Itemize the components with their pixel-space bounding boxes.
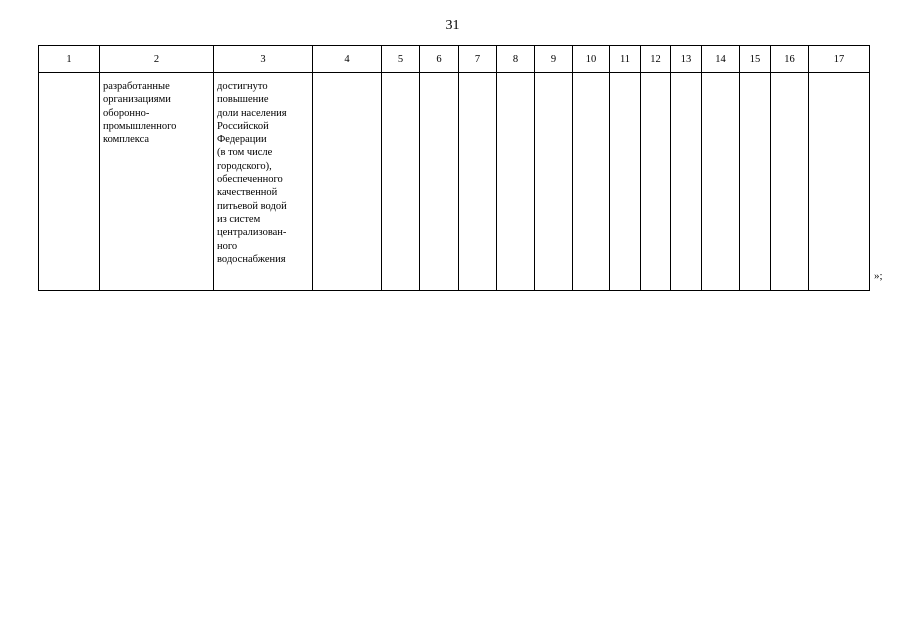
table-cell-col-13 [671,73,702,291]
cell-text [420,73,458,80]
column-header-11: 11 [610,46,641,73]
table-cell-col-9 [535,73,573,291]
cell-text [809,73,869,80]
table-cell-col-6 [420,73,459,291]
cell-text [610,73,640,80]
column-header-17: 17 [809,46,870,73]
table-cell-col-16 [771,73,809,291]
cell-text [740,73,770,80]
column-header-3: 3 [214,46,313,73]
table-cell-col-10 [573,73,610,291]
table-cell-col-11 [610,73,641,291]
column-header-16: 16 [771,46,809,73]
column-header-8: 8 [497,46,535,73]
table-cell-col-14 [702,73,740,291]
table-cell-col-8 [497,73,535,291]
page-number: 31 [445,18,460,33]
cell-text [39,73,99,80]
cell-text [313,73,381,80]
column-header-9: 9 [535,46,573,73]
data-table [38,45,870,291]
table-cell-col-12 [641,73,671,291]
table-cell-col-3 [214,73,313,291]
table-cell-col-15 [740,73,771,291]
column-header-10: 10 [573,46,610,73]
table-cell-col-4 [313,73,382,291]
column-header-14: 14 [702,46,740,73]
table-cell-col-5 [382,73,420,291]
cell-text [535,73,572,80]
cell-text: разработанные организациями оборонно- промышленного комплекса [103,81,177,146]
cell-text: достигнуто повышение доли населения Российской Федерации (в том числе городского), обеспеченного качественной питьевой водой из систем централизован- ного водоснабжения [217,81,287,265]
cell-text [382,73,419,80]
closing-quote-mark: »; [874,270,883,282]
cell-text [671,73,701,80]
column-header-13: 13 [671,46,702,73]
column-header-15: 15 [740,46,771,73]
header-row [39,46,870,73]
table-cell-col-2 [100,73,214,291]
column-header-4: 4 [313,46,382,73]
table-row [39,73,870,291]
table-cell-col-7 [459,73,497,291]
cell-text [771,73,808,80]
cell-text [641,73,670,80]
cell-text [459,73,496,80]
table-cell-col-17 [809,73,870,291]
cell-text [573,73,609,80]
cell-text [497,73,534,80]
column-header-5: 5 [382,46,420,73]
column-header-6: 6 [420,46,459,73]
cell-text [702,73,739,80]
column-header-2: 2 [100,46,214,73]
column-header-1: 1 [39,46,100,73]
table-cell-col-1 [39,73,100,291]
column-header-12: 12 [641,46,671,73]
column-header-7: 7 [459,46,497,73]
